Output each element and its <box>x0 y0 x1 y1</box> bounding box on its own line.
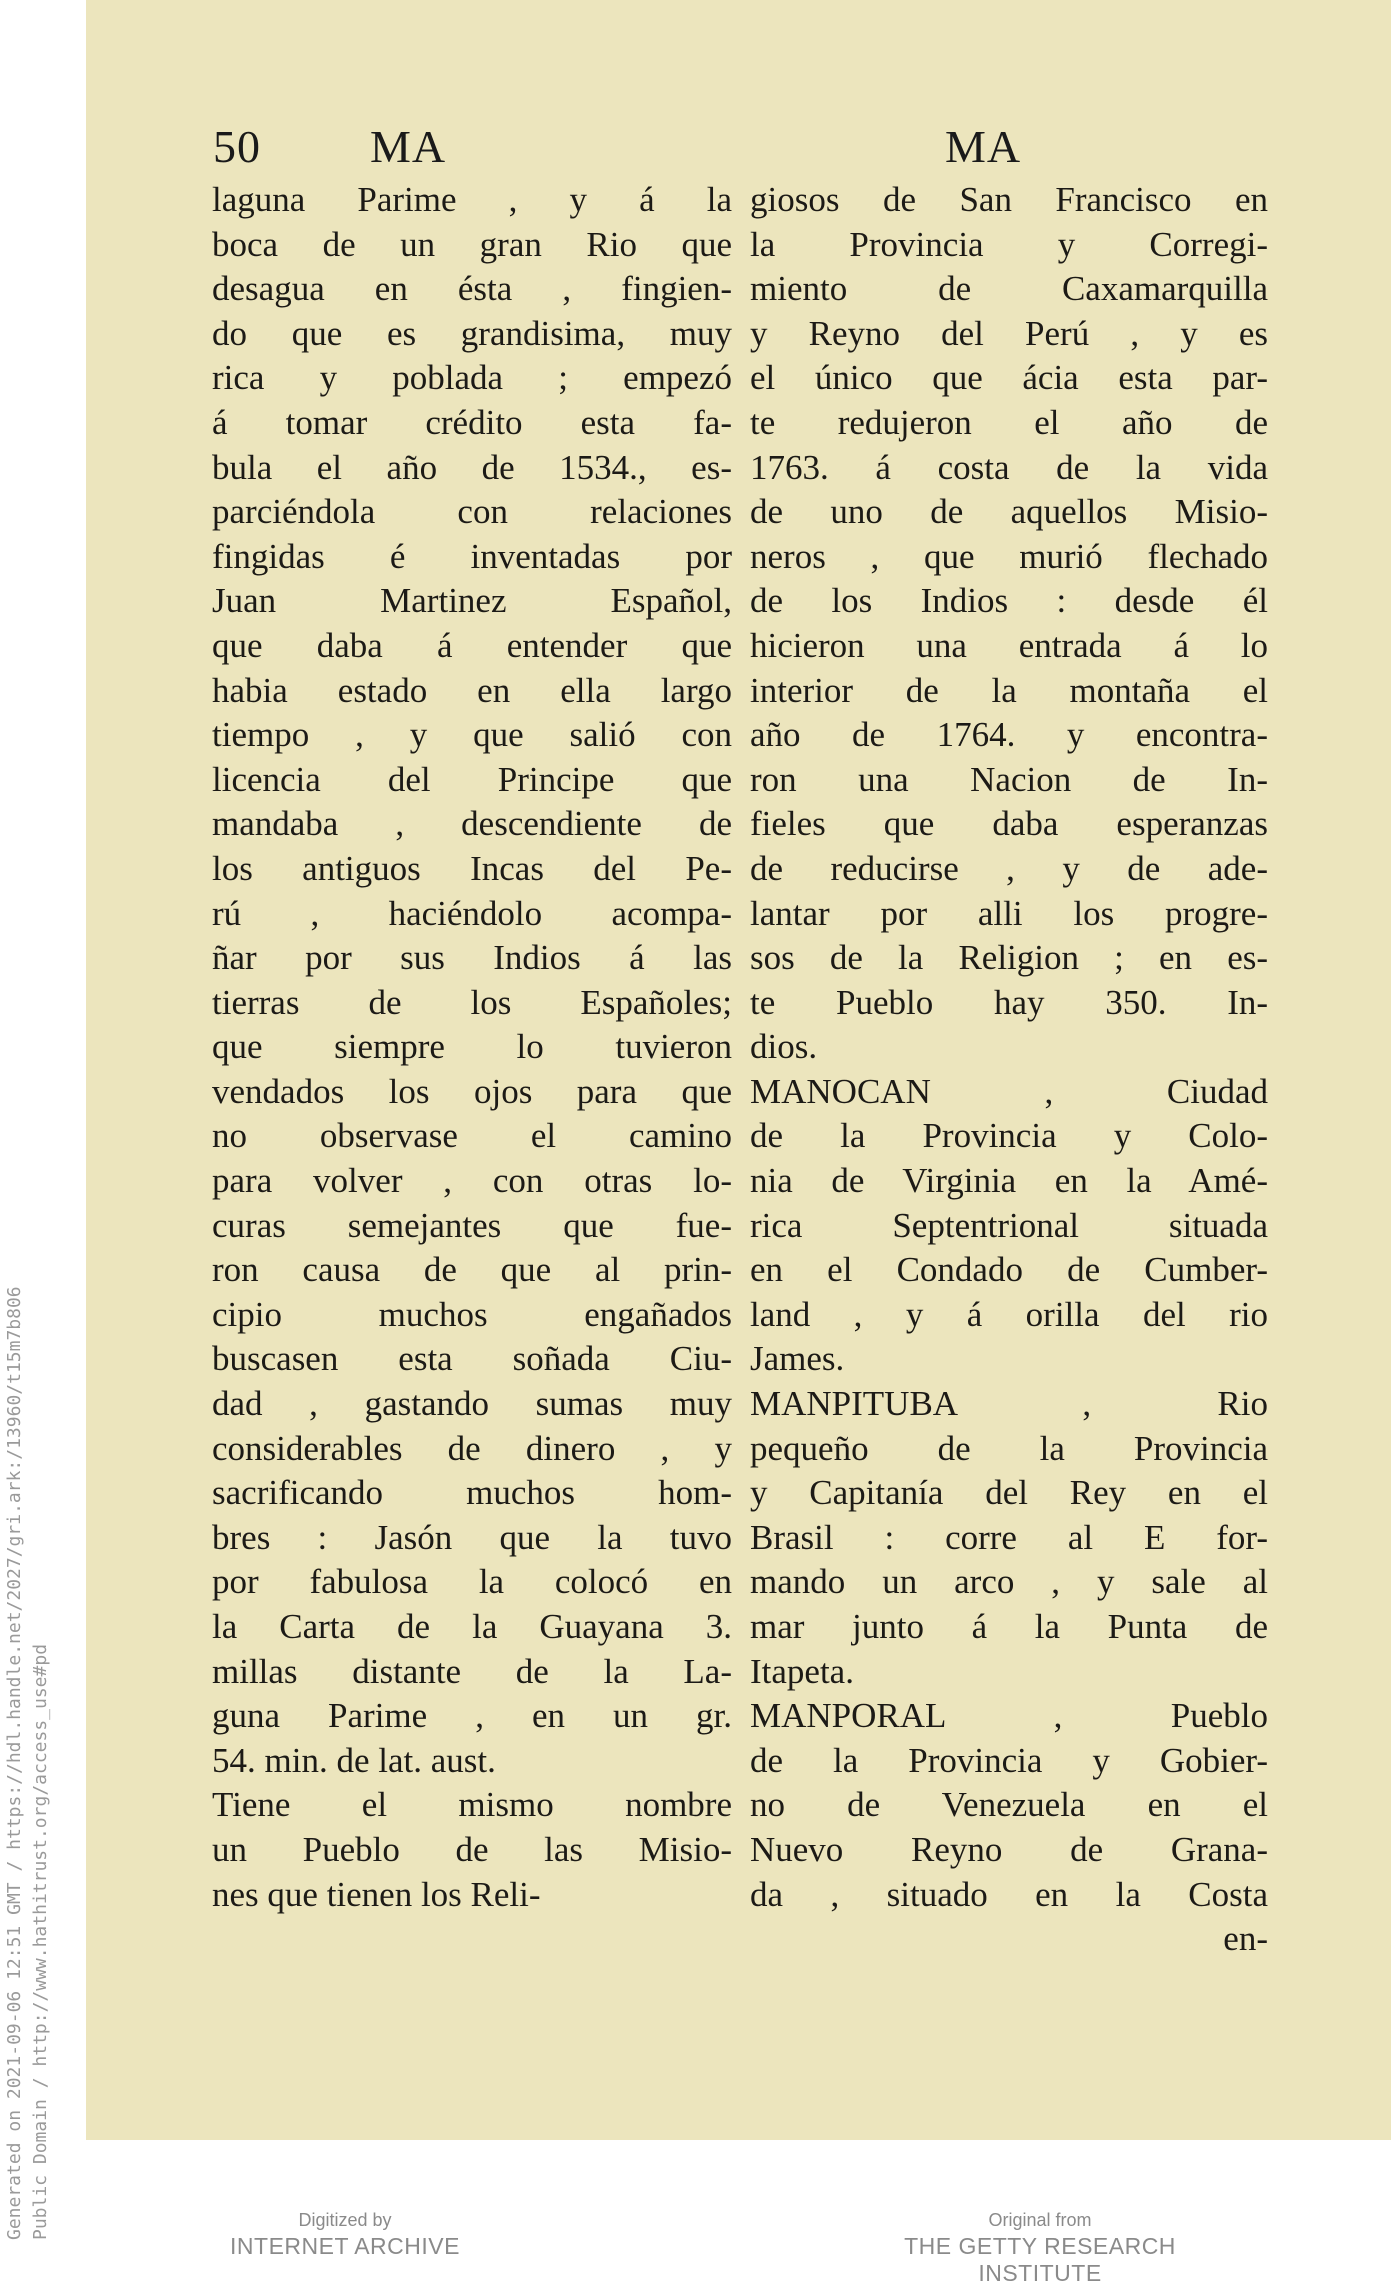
text-line: por fabulosa la colocó en <box>212 1562 732 1602</box>
original-from-label: Original from <box>988 2210 1092 2230</box>
digitized-by-credit <box>230 2210 460 2260</box>
text-line: laguna Parime , y á la <box>212 180 732 219</box>
text-line: do que es grandisima, muy <box>212 313 732 353</box>
text-line: en el Condado de Cumber- <box>750 1250 1268 1290</box>
text-line: ron una Nacion de In- <box>750 759 1268 799</box>
text-line: desagua en ésta , fingien- <box>212 269 732 309</box>
text-line: Brasil : corre al E for- <box>750 1517 1268 1557</box>
text-line: millas distante de la La- <box>212 1651 732 1691</box>
text-line: boca de un gran Rio que <box>212 224 732 264</box>
generation-note <box>2 1286 54 2240</box>
text-line: giosos de San Francisco en <box>750 180 1268 219</box>
text-line: y Reyno del Perú , y es <box>750 313 1268 353</box>
text-line: que siempre lo tuvieron <box>212 1027 732 1067</box>
generation-note-line2: Public Domain / http://www.hathitrust.org/access_use#pd <box>30 1643 51 2240</box>
running-head-left: MA <box>370 121 447 172</box>
internet-archive-label: INTERNET ARCHIVE <box>230 2233 460 2259</box>
text-line: dios. <box>750 1027 818 1067</box>
text-line: bres : Jasón que la tuvo <box>212 1517 732 1557</box>
text-line: James. <box>750 1339 845 1379</box>
text-line: te Pueblo hay 350. In- <box>750 982 1268 1022</box>
text-line: Tiene el mismo nombre <box>212 1785 732 1825</box>
text-line: no observase el camino <box>212 1116 732 1156</box>
text-line: los antiguos Incas del Pe- <box>212 848 732 888</box>
text-line: licencia del Principe que <box>212 759 732 799</box>
text-line: de la Provincia y Gobier- <box>750 1740 1268 1780</box>
page-number: 50 <box>213 121 261 172</box>
text-line: miento de Caxamarquilla <box>750 269 1268 309</box>
text-line: mar junto á la Punta de <box>750 1607 1268 1646</box>
text-line: habia estado en ella largo <box>212 670 732 710</box>
text-line: buscasen esta soñada Ciu- <box>212 1339 732 1379</box>
text-line: la Provincia y Corregi- <box>750 224 1268 264</box>
text-line: lantar por alli los progre- <box>750 893 1268 933</box>
text-line: neros , que murió flechado <box>750 536 1268 576</box>
text-line: bula el año de 1534., es- <box>212 447 732 487</box>
text-line: sacrificando muchos hom- <box>212 1473 732 1513</box>
text-line: ron causa de que al prin- <box>212 1250 732 1290</box>
getty-label: THE GETTY RESEARCH INSTITUTE <box>904 2233 1176 2286</box>
text-line: el único que ácia esta par- <box>750 358 1268 398</box>
text-line: sos de la Religion ; en es- <box>750 938 1268 978</box>
left-text-column <box>212 178 732 1917</box>
generation-note-line1: Generated on 2021-09-06 12:51 GMT / https://hdl.handle.net/2027/gri.ark:/13960/t15m7b806 <box>4 1286 25 2240</box>
text-line: para volver , con otras lo- <box>212 1161 732 1201</box>
text-line: nia de Virginia en la Amé- <box>750 1161 1268 1201</box>
text-line: land , y á orilla del rio <box>750 1294 1268 1334</box>
text-line: MANPITUBA , Rio <box>750 1384 1268 1424</box>
text-line: que daba á entender que <box>212 625 732 665</box>
text-line: mandaba , descendiente de <box>212 804 732 844</box>
text-line: da , situado en la Costa <box>750 1874 1268 1914</box>
text-line: fieles que daba esperanzas <box>750 804 1268 844</box>
text-line: en- <box>1223 1919 1268 1959</box>
text-line: de los Indios : desde él <box>750 581 1268 621</box>
text-line: rica y poblada ; empezó <box>212 358 732 398</box>
text-line: de uno de aquellos Misio- <box>750 492 1268 532</box>
text-line: de la Provincia y Colo- <box>750 1116 1268 1156</box>
text-line: curas semejantes que fue- <box>212 1205 732 1245</box>
text-line: la Carta de la Guayana 3. <box>212 1607 732 1646</box>
text-line: tierras de los Españoles; <box>212 982 732 1022</box>
text-line: mando un arco , y sale al <box>750 1562 1268 1602</box>
running-head-right: MA <box>945 121 1022 172</box>
text-line: rú , haciéndolo acompa- <box>212 893 732 933</box>
text-line: rica Septentrional situada <box>750 1205 1268 1245</box>
text-line: nes que tienen los Reli- <box>212 1874 541 1914</box>
text-line: cipio muchos engañados <box>212 1294 732 1334</box>
text-line: Itapeta. <box>750 1651 854 1691</box>
text-line: no de Venezuela en el <box>750 1785 1268 1825</box>
text-line: á tomar crédito esta fa- <box>212 402 732 442</box>
text-line: MANPORAL , Pueblo <box>750 1696 1268 1736</box>
text-line: hicieron una entrada á lo <box>750 625 1268 665</box>
text-line: y Capitanía del Rey en el <box>750 1473 1268 1513</box>
digitized-by-label: Digitized by <box>298 2210 392 2230</box>
text-line: te redujeron el año de <box>750 402 1268 442</box>
text-line: MANOCAN , Ciudad <box>750 1071 1268 1111</box>
text-line: año de 1764. y encontra- <box>750 715 1268 755</box>
text-line: un Pueblo de las Misio- <box>212 1829 732 1869</box>
text-line: 1763. á costa de la vida <box>750 447 1268 487</box>
text-line: considerables de dinero , y <box>212 1428 732 1468</box>
text-line: interior de la montaña el <box>750 670 1268 710</box>
text-line: guna Parime , en un gr. <box>212 1696 732 1736</box>
text-line: vendados los ojos para que <box>212 1071 732 1111</box>
text-line: tiempo , y que salió con <box>212 715 732 755</box>
right-text-column <box>750 178 1268 1962</box>
original-from-credit <box>840 2210 1240 2287</box>
text-line: Juan Martinez Español, <box>212 581 732 621</box>
text-line: fingidas é inventadas por <box>212 536 732 576</box>
text-line: parciéndola con relaciones <box>212 492 732 532</box>
text-line: dad , gastando sumas muy <box>212 1384 732 1424</box>
text-line: Nuevo Reyno de Grana- <box>750 1829 1268 1869</box>
text-line: pequeño de la Provincia <box>750 1428 1268 1468</box>
text-line: de reducirse , y de ade- <box>750 848 1268 888</box>
text-line: 54. min. de lat. aust. <box>212 1740 496 1780</box>
text-line: ñar por sus Indios á las <box>212 938 732 978</box>
